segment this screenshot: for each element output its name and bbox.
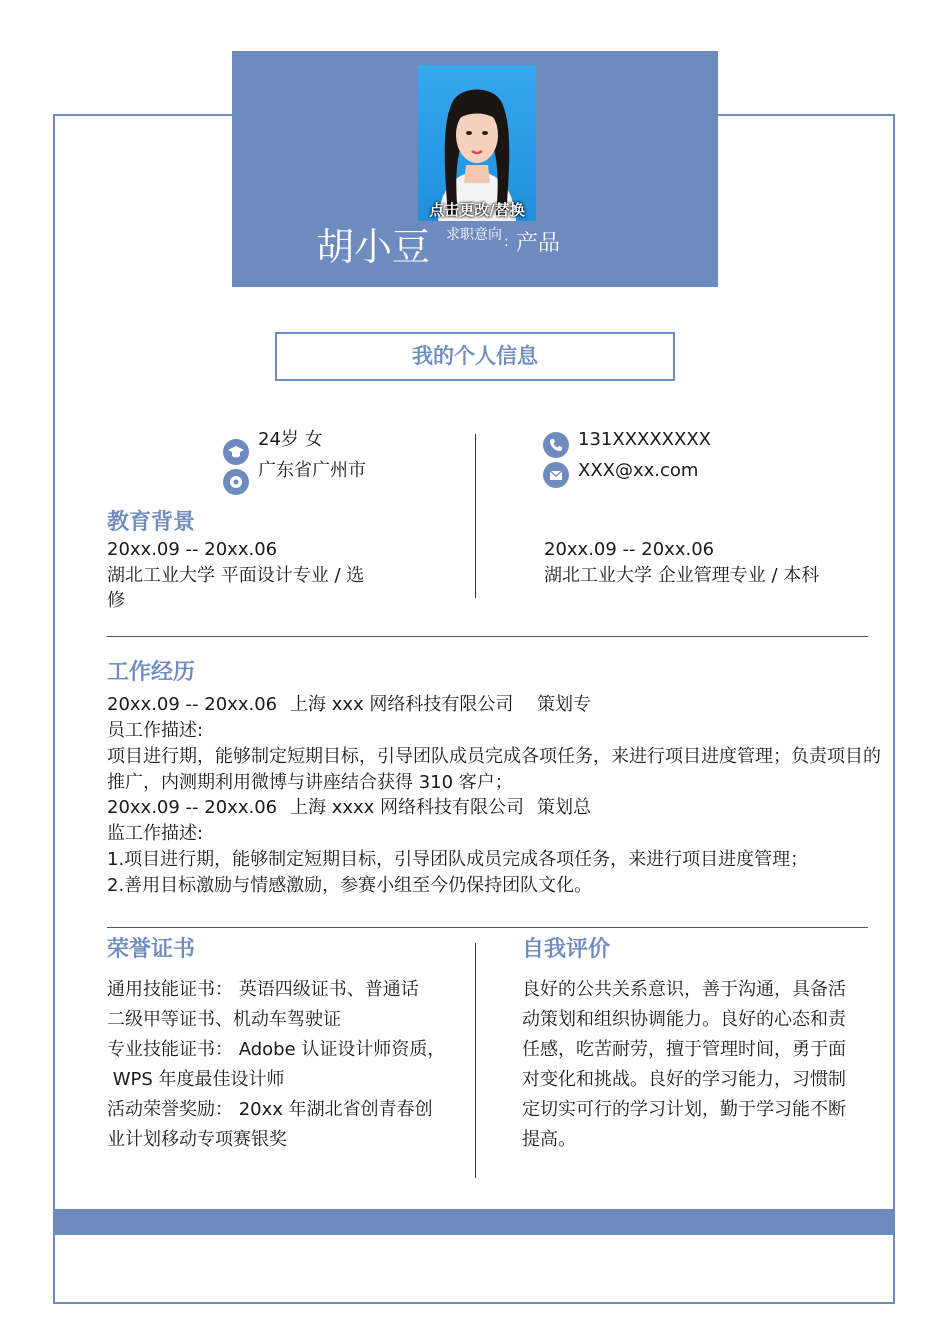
work-1-role: 策划专 [537, 694, 591, 715]
work-2-desc-line-1: 1.项目进行期，能够制定短期目标，引导团队成员完成各项任务，来进行项目进度管理； [107, 849, 809, 870]
work-2-role: 策划总 [537, 797, 591, 818]
honors-line: 二级甲等证书、机动车驾驶证 [107, 1009, 341, 1030]
work-1-desc-line-2: 推广，内测期利用微博与讲座结合获得 310 客户； [107, 772, 513, 793]
honors-line: WPS 年度最佳设计师 [107, 1069, 285, 1090]
candidate-name: 胡小豆 [316, 225, 431, 269]
job-intent-value: 产品 [516, 231, 561, 256]
self-eval-line: 对变化和挑战。良好的学习能力，习惯制 [522, 1069, 846, 1090]
profile-photo[interactable] [418, 65, 536, 221]
education-right-school: 湖北工业大学 企业管理专业 / 本科 [544, 565, 820, 586]
location-text: 广东省广州市 [258, 460, 366, 481]
education-heading: 教育背景 [107, 510, 196, 535]
self-eval-line: 任感，吃苦耐劳，擅于管理时间，勇于面 [522, 1039, 846, 1060]
work-2-company: 上海 xxxx 网络科技有限公司 [290, 797, 525, 818]
email-icon [543, 462, 569, 488]
location-icon [223, 469, 249, 495]
graduation-cap-icon [223, 439, 249, 465]
education-left-dates: 20xx.09 -- 20xx.06 [107, 539, 278, 560]
education-left-school-2: 修 [107, 590, 125, 611]
work-2-desc-line-2: 2.善用目标激励与情感激励，参赛小组至今仍保持团队文化。 [107, 875, 593, 896]
personal-info-title: 我的个人信息 [275, 332, 675, 381]
honors-line: 专业技能证书： Adobe 认证设计师资质， [107, 1039, 446, 1060]
honors-line: 业计划移动专项赛银奖 [107, 1129, 287, 1150]
section-divider [107, 927, 868, 928]
work-1-desc-label: 员工作描述: [107, 720, 204, 741]
email-text: XXX@xx.com [578, 460, 699, 481]
self-eval-heading: 自我评价 [522, 937, 611, 962]
work-1-company: 上海 xxx 网络科技有限公司 [290, 694, 514, 715]
work-2-dates: 20xx.09 -- 20xx.06 [107, 797, 278, 818]
phone-icon [543, 432, 569, 458]
phone-text: 131XXXXXXXX [578, 429, 712, 450]
portrait-illustration [418, 65, 536, 221]
self-eval-line: 动策划和组织协调能力。良好的心态和责 [522, 1009, 846, 1030]
self-eval-line: 定切实可行的学习计划，勤于学习能不断 [522, 1099, 846, 1120]
honors-line: 通用技能证书： 英语四级证书、普通话 [107, 979, 419, 1000]
job-intent-label: 求职意向 [446, 227, 502, 243]
section-divider [107, 636, 868, 637]
work-1-desc-line-1: 项目进行期，能够制定短期目标，引导团队成员完成各项任务，来进行项目进度管理；负责项目的 [107, 746, 881, 767]
work-heading: 工作经历 [107, 660, 196, 685]
work-1-dates: 20xx.09 -- 20xx.06 [107, 694, 278, 715]
work-2-desc-label: 监工作描述: [107, 823, 204, 844]
job-intent-colon: : [504, 234, 509, 250]
honors-line: 活动荣誉奖励： 20xx 年湖北省创青春创 [107, 1099, 433, 1120]
education-right-dates: 20xx.09 -- 20xx.06 [544, 539, 715, 560]
education-left-school-1: 湖北工业大学 平面设计专业 / 选 [107, 565, 365, 586]
info-divider [475, 434, 476, 598]
honors-heading: 荣誉证书 [107, 937, 196, 962]
self-eval-line: 提高。 [522, 1129, 576, 1150]
age-gender-text: 24岁 女 [258, 429, 323, 450]
bottom-divider [475, 943, 476, 1178]
self-eval-line: 良好的公共关系意识，善于沟通，具备活 [522, 979, 846, 1000]
footer-band [53, 1209, 895, 1235]
photo-replace-label[interactable]: 点击更改/替换 [429, 201, 525, 219]
